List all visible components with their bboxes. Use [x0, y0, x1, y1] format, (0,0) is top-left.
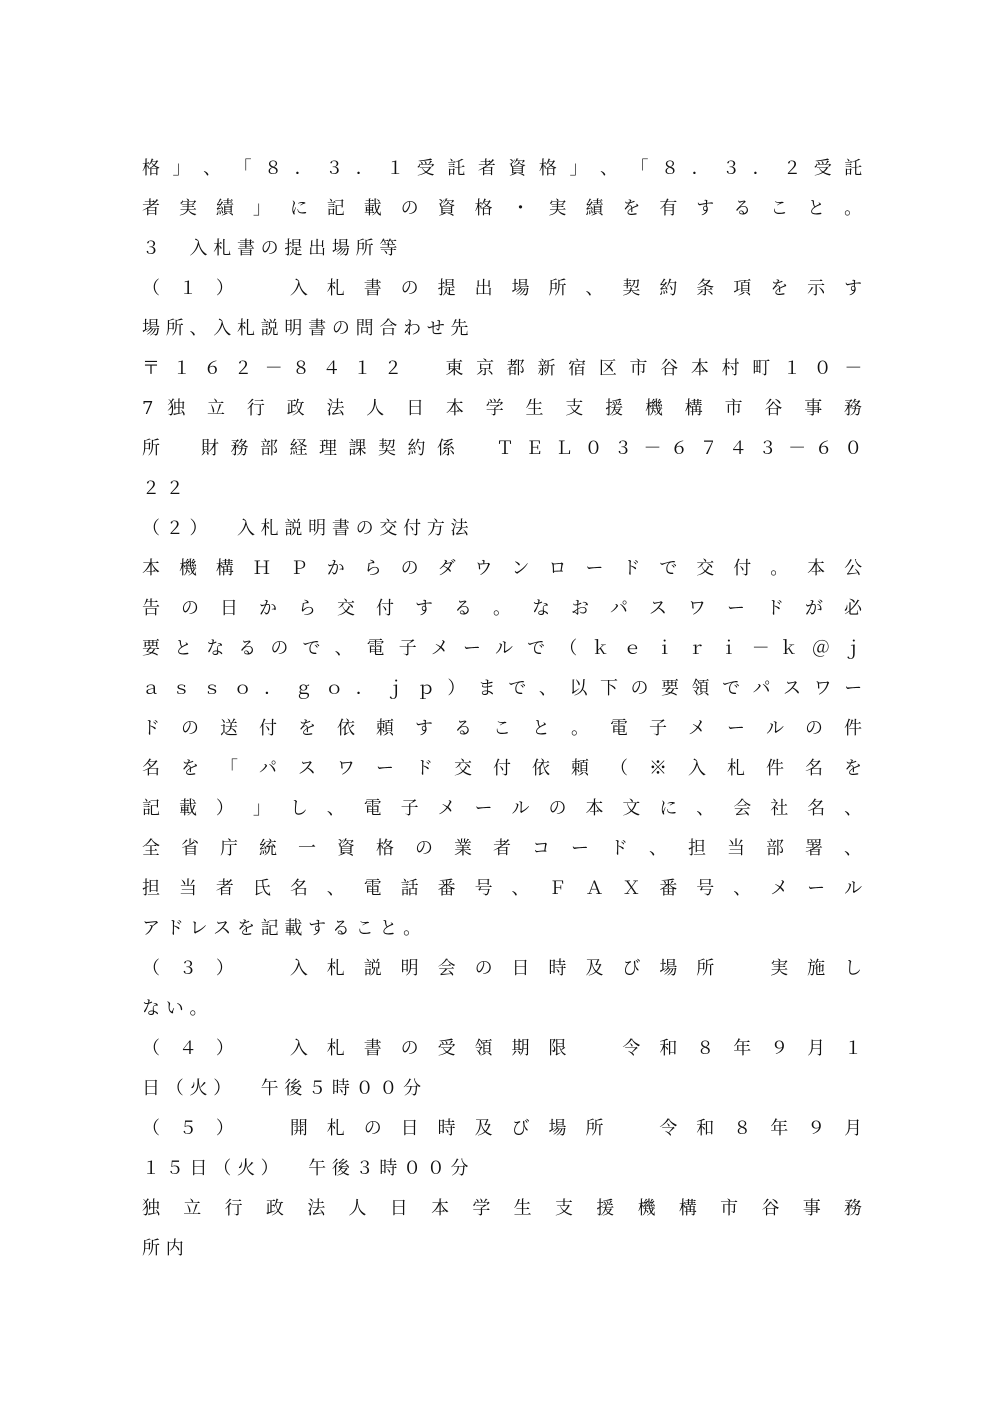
- text-line: な い 。: [142, 998, 208, 1019]
- text-line: （ ３ ） 入 札 説 明 会 の 日 時 及 び 場 所 実 施 し: [142, 958, 863, 979]
- text-line: 担 当 者 氏 名 、 電 話 番 号 、 Ｆ Ａ Ｘ 番 号 、 メ ー ル: [142, 878, 863, 899]
- text-line: 名 を 「 パ ス ワ ー ド 交 付 依 頼 （ ※ 入 札 件 名 を: [142, 758, 862, 779]
- text-line: ２ ２: [142, 478, 184, 499]
- text-line: ア ド レ ス を 記 載 す る こ と 。: [142, 918, 422, 939]
- text-line: ド の 送 付 を 依 頼 す る こ と 。 電 子 メ ー ル の 件: [142, 718, 862, 739]
- text-line: 所 内: [142, 1238, 184, 1259]
- text-line: （ ４ ） 入 札 書 の 受 領 期 限 令 和 ８ 年 ９ 月 １: [142, 1038, 863, 1059]
- text-line: 全 省 庁 統 一 資 格 の 業 者 コ ー ド 、 担 当 部 署 、: [142, 838, 862, 859]
- text-line: 日 （ 火 ） 午 後 ５ 時 ０ ０ 分: [142, 1078, 422, 1099]
- text-line: 独 立 行 政 法 人 日 本 学 生 支 援 機 構 市 谷 事 務: [142, 1198, 863, 1219]
- text-line: 所 財 務 部 経 理 課 契 約 係 Ｔ Ｅ Ｌ ０ ３ － ６ ７ ４ ３ － ６ ０: [142, 438, 863, 459]
- text-line: 者 実 績 」 に 記 載 の 資 格 ・ 実 績 を 有 す る こ と 。: [142, 198, 863, 219]
- text-line: ａ ｓ ｓ ｏ ． ｇ ｏ ． ｊ ｐ ） ま で 、 以 下 の 要 領 で パ ス ワ ー: [142, 678, 863, 699]
- text-line: 場 所 、 入 札 説 明 書 の 問 合 わ せ 先: [142, 318, 469, 339]
- text-line: （ ２ ） 入 札 説 明 書 の 交 付 方 法: [142, 518, 469, 539]
- text-line: 〒 １ ６ ２ － ８ ４ １ ２ 東 京 都 新 宿 区 市 谷 本 村 町 １ ０ －: [142, 358, 863, 379]
- body-text: [142, 153, 862, 1273]
- text-line: 本 機 構 Ｈ Ｐ か ら の ダ ウ ン ロ ー ド で 交 付 。 本 公: [142, 558, 863, 579]
- section-heading: ３ 入 札 書 の 提 出 場 所 等: [142, 238, 398, 259]
- text-line: 告 の 日 か ら 交 付 す る 。 な お パ ス ワ ー ド が 必: [142, 598, 862, 619]
- text-line: 格 」 、 「 ８ ． ３ ． １ 受 託 者 資 格 」 、 「 ８ ． ３ ． ２ 受 託: [142, 158, 863, 179]
- text-line: 記 載 ） 」 し 、 電 子 メ ー ル の 本 文 に 、 会 社 名 、: [142, 798, 863, 819]
- text-line: （ １ ） 入 札 書 の 提 出 場 所 、 契 約 条 項 を 示 す: [142, 278, 863, 299]
- text-line: １ ５ 日 （ 火 ） 午 後 ３ 時 ０ ０ 分: [142, 1158, 469, 1179]
- text-line: 7 独 立 行 政 法 人 日 本 学 生 支 援 機 構 市 谷 事 務: [142, 398, 863, 419]
- text-line: 要 と な る の で 、 電 子 メ ー ル で （ ｋ ｅ ｉ ｒ ｉ － ｋ ＠ ｊ: [142, 638, 862, 659]
- text-line: （ ５ ） 開 札 の 日 時 及 び 場 所 令 和 ８ 年 ９ 月: [142, 1118, 863, 1139]
